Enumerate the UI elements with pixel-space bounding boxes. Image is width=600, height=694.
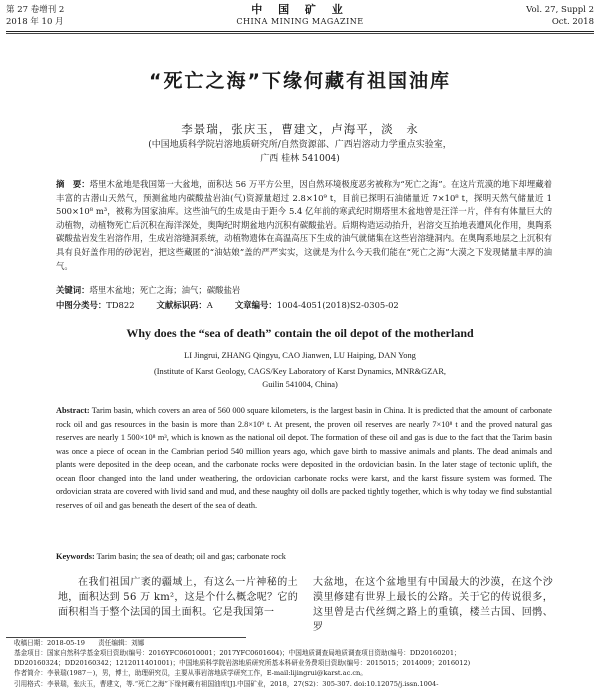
affiliation-en xyxy=(0,365,600,391)
doc-code-value: A xyxy=(206,300,213,310)
journal-name-zh: 中 国 矿 业 xyxy=(251,3,349,16)
abstract-zh xyxy=(56,178,552,273)
keywords-zh-label: 关键词： xyxy=(56,285,90,295)
journal-name xyxy=(0,3,600,27)
authors-zh: 李景瑞，张庆玉，曹建文，卢海平，淡 永 xyxy=(181,122,419,136)
authors-en: LI Jingrui, ZHANG Qingyu, CAO Jianwen, LU Haiping, DAN Yong xyxy=(184,351,416,360)
keywords-zh-text: 塔里木盆地；死亡之海；油气；碳酸盐岩 xyxy=(89,285,241,295)
header-right xyxy=(526,4,594,28)
abstract-en-label: Abstract: xyxy=(56,406,90,415)
running-header xyxy=(0,2,600,32)
classification-row xyxy=(56,299,399,311)
abstract-en xyxy=(56,404,552,512)
header-rule xyxy=(6,31,594,32)
doc-code-label: 文献标识码： xyxy=(156,300,207,310)
keywords-zh xyxy=(56,284,240,296)
keywords-en-text: Tarim basin; the sea of death; oil and gas; carbonate rock xyxy=(96,552,286,561)
footnote-funding: 基金项目：国家自然科学基金项目资助(编号：2016YFC06010001；2017YFC0601604)；中国地质调查局地质调查项目资助(编号：DD20160201； xyxy=(14,649,461,657)
article-title-zh: “死亡之海”下缘何藏有祖国油库 xyxy=(149,70,451,92)
body-column-left: 在我们祖国广袤的疆域上，有这么一片神秘的土地，面积达到 56 万 km²，这是个什么概念呢？它的面积相当于整个法国的国土面积。它是我国第一 xyxy=(58,577,298,618)
abstract-en-text: Tarim basin, which covers an area of 560 000 square kilometers, is the largest basin in China. It is predicted that the amount of carbonate rock oil and gas resources in the basin is more than 2.8×10⁹ t. At present, the proven oil reserves are nearly 7×10⁸ t and the proved natural gas reserves are nearly 1 500×10⁸ m³, which is known as the national oil depot. The formation of these oil and gas is due to the fact that the Tarim basin was once a piece of ocean in the Cambrian period 540 million years ago, which gave birth to massive animals and plants. The dead animals and plants were deposited in the deep ocean, and the carbonate rocks were deposited in the ordovician basin. In the later stage of tectonic uplift, the ocean floor changed into the land under weathering, the ordovician carbonate rocks were karst, and the karst fissure system was formed. The ordovician strata are covered with livid sand and mud, and these naughty oil dolls are packed tightly together, which is why today we find substantial reserves of oil and gas beneath the desert of the sea of death. xyxy=(56,406,552,510)
footnote-citation: 引用格式：李景瑞，张庆玉，曹建文，等.“死亡之海”下缘何藏有祖国油库[J].中国矿业，2018，27(S2)：305-307. doi:10.12075/j.issn.1004- xyxy=(14,680,439,688)
article-no-value: 1004-4051(2018)S2-0305-02 xyxy=(276,300,399,310)
body-column-right: 大盆地，在这个盆地里有中国最大的沙漠，在这个沙漠里修建有世界上最长的公路。关于它的传说很多，这里曾是古代丝绸之路上的重镇，楼兰古国、回鹘、罗 xyxy=(313,577,553,633)
footnote-received: 收稿日期：2018-05-19 责任编辑：刘娜 xyxy=(14,639,145,647)
affiliation-zh-line2: 广西 桂林 541004) xyxy=(260,154,340,164)
affiliation-en-line2: Guilin 541004, China) xyxy=(262,380,338,389)
journal-name-en: CHINA MINING MAGAZINE xyxy=(236,17,364,26)
article-title-en: Why does the “sea of death” contain the oil depot of the motherland xyxy=(126,326,474,340)
date-en: Oct. 2018 xyxy=(551,17,594,27)
affiliation-zh xyxy=(0,138,600,166)
keywords-en xyxy=(56,552,286,561)
affiliation-zh-line1: (中国地质科学院岩溶地质研究所/自然资源部、广西岩溶动力学重点实验室， xyxy=(148,140,452,150)
header-rule-thin xyxy=(6,33,594,34)
volume-issue-zh: 第 27 卷增刊 2 xyxy=(6,5,65,15)
clc-label: 中图分类号： xyxy=(56,300,107,310)
abstract-zh-label: 摘 要： xyxy=(56,179,90,189)
footnote-funding-cont: DD20160324；DD20160342；1212011401001)；中国地质科学院岩溶地质研究所基本科研业务费项目资助(编号：2015015；2014009；2016012) xyxy=(14,659,471,667)
date-zh: 2018 年 10 月 xyxy=(6,17,64,27)
affiliation-en-line1: (Institute of Karst Geology, CAGS/Key Laboratory of Karst Dynamics, MNR&GZAR, xyxy=(153,367,447,376)
footnote-author-bio: 作者简介：李景瑞(1987－)，男，博士，助理研究员，主要从事岩溶地质学研究工作，E-mail:lijingrui@karst.ac.cn。 xyxy=(14,669,367,677)
volume-issue-en: Vol. 27, Suppl 2 xyxy=(526,5,594,15)
article-no-label: 文章编号： xyxy=(234,300,277,310)
clc-value: TD822 xyxy=(106,300,135,310)
keywords-en-label: Keywords: xyxy=(56,552,95,561)
abstract-zh-text: 塔里木盆地是我国第一大盆地，面积达 56 万平方公里，因自然环境极度恶劣被称为“死亡之海”。在这片荒漠的地下却埋藏着丰富的古潜山天然气，预测盆地内碳酸盐岩油(气)资源量超过 2.8×10⁹ t，目前已探明石油储量近 7×10⁸ t，探明天然气储量近 1 500×10⁸ m³，被称为国家油库。这些油气的生成是由于距今 5.4 亿年前的寒武纪时期塔里木盆地曾是汪洋一片，伴有有体量巨大的动植物，动植物死亡后沉积在海洋深处，奥陶纪时期盆地内沉积有碳酸盐岩。后期构造运动抬升，岩溶交互抬地表遭风化作用，奥陶系碳酸盐岩发生岩溶作用，生成岩溶缝洞系统，动植物遗体在高温高压下生成的油气就储集在这些岩溶缝洞内。在奥陶系地层之上沉积有具有良好盖作用的砂泥岩，把这些藏匿的“油姑娘”盖的严严实实，这就是为什么今天我们能在“死亡之海”大漠之下发现储量丰厚的油气。 xyxy=(56,179,552,271)
